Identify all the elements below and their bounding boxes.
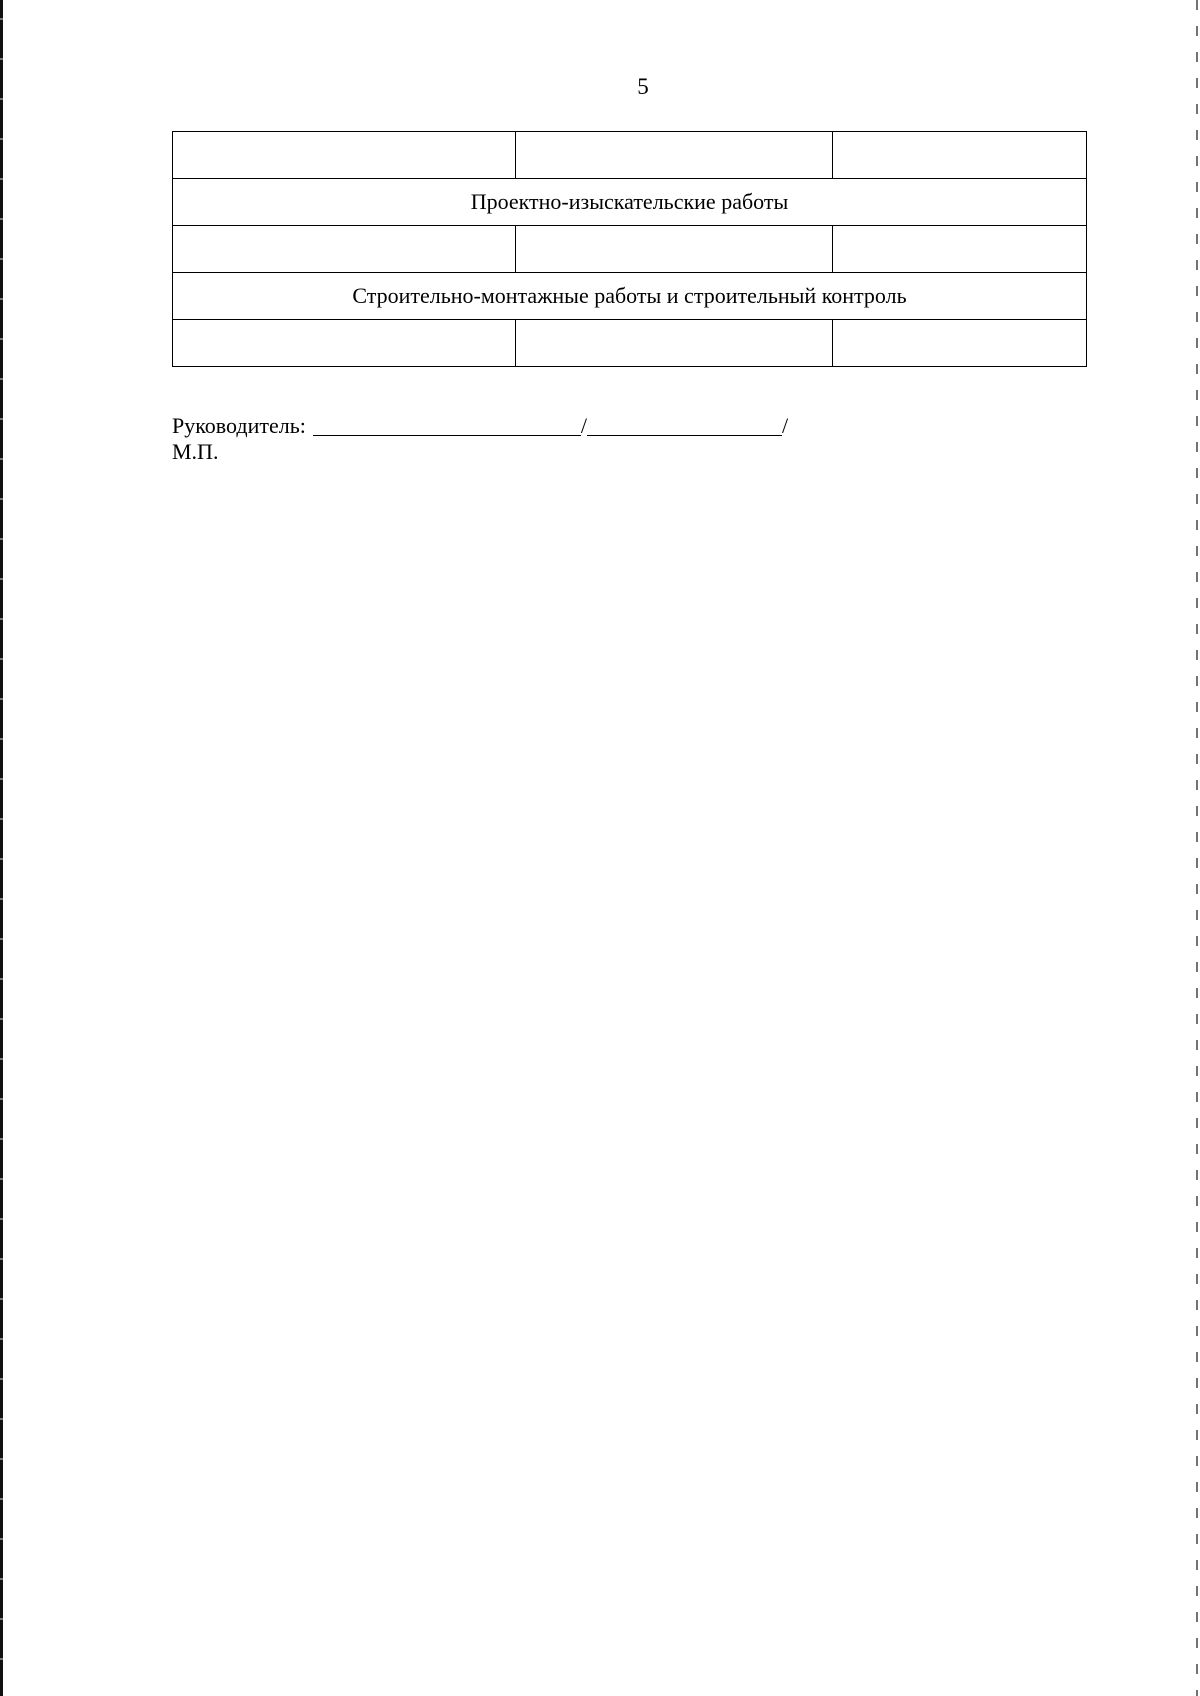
page-number: 5 [637, 74, 649, 99]
section-title-construction: Строительно-монтажные работы и строительный контроль [173, 273, 1087, 320]
scan-edge-right [1196, 0, 1198, 1696]
signature-separator: / [580, 413, 588, 438]
works-table [172, 131, 1087, 367]
table-cell [833, 226, 1087, 273]
signature-separator: / [782, 413, 789, 438]
table-cell [173, 132, 516, 179]
section-title-survey: Проектно-изыскательские работы [173, 179, 1087, 226]
scan-edge-left [0, 0, 3, 1696]
signature-label: Руководитель: [172, 413, 306, 438]
table-section-row [173, 179, 1087, 226]
table-cell [516, 320, 833, 367]
signature-block [172, 413, 788, 465]
table-row [173, 320, 1087, 367]
name-blank[interactable] [587, 413, 782, 436]
signature-line [172, 413, 788, 439]
table-cell [833, 320, 1087, 367]
table-cell [516, 132, 833, 179]
table-row [173, 132, 1087, 179]
table-cell [833, 132, 1087, 179]
table-cell [516, 226, 833, 273]
table-cell [173, 320, 516, 367]
stamp-label: М.П. [172, 439, 219, 464]
signature-blank[interactable] [313, 413, 581, 436]
table-row [173, 226, 1087, 273]
table-cell [173, 226, 516, 273]
table-section-row [173, 273, 1087, 320]
